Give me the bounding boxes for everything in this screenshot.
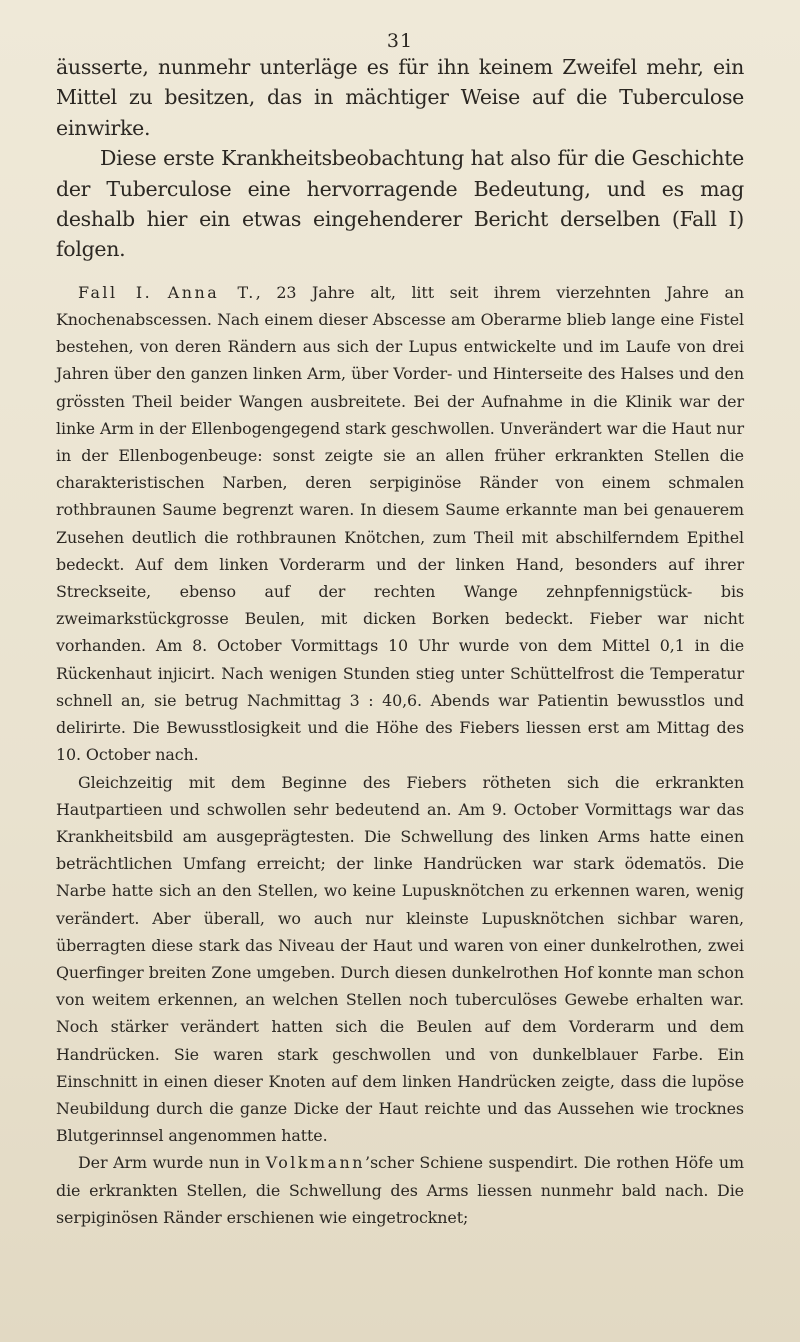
case-paragraph-3-start: Der Arm wurde nun in (78, 1153, 266, 1173)
author-name: Volkmann (265, 1153, 366, 1173)
case-label: Fall I. (78, 282, 153, 302)
intro-section (56, 52, 744, 265)
case-paragraph-2: Gleichzeitig mit dem Beginne des Fiebers rötheten sich die erkrankten Hautpartieen und schwollen sehr bedeutend an. Am 9. October Vormittags war das Krankheitsbild am ausgeprägtesten. Die Schwellung des linken Arms hatte einen beträchtlichen Umfang erreicht; der linke Handrücken war stark ödematös. Die Narbe hatte sich an den Stellen, wo keine Lupusknötchen zu erkennen waren, wenig verändert. Aber überall, wo auch nur kleinste Lupusknötchen sichbar waren, überragten diese stark das Niveau der Haut und waren von einer dunkelrothen, zwei Querfinger breiten Zone umgeben. Durch diesen dunkelrothen Hof konnte man schon von weitem erkennen, an welchen Stellen noch tuberculöses Gewebe erhalten war. Noch stärker verändert hatten sich die Beulen auf dem Vorderarm und dem Handrücken. Sie waren stark geschwollen und von dunkelblauer Farbe. Ein Einschnitt in einen dieser Knoten auf dem linken Handrücken zeigte, dass die lupöse Neubildung durch die ganze Dicke der Haut reichte und das Aussehen wie trocknes Blutgerinnsel angenommen hatte. (56, 772, 744, 1146)
case-paragraph-1 (56, 279, 744, 769)
patient-name: Anna T. (167, 282, 256, 302)
intro-paragraph-1: äusserte, nunmehr unterläge es für ihn keinem Zweifel mehr, ein Mittel zu besitzen, das in mächtiger Weise auf die Tuberculose einwirke. (56, 55, 744, 140)
case-paragraph-1-text: , 23 Jahre alt, litt seit ihrem vierzehnten Jahre an Knochenabscessen. Nach einem dieser Abscesse am Oberarme blieb lange eine Fistel bestehen, von deren Rändern aus sich der Lupus entwickelte und im Laufe von drei Jahren über den ganzen linken Arm, über Vorder- und Hinterseite des Halses und den grössten Theil beider Wangen ausbreitete. Bei der Aufnahme in die Klinik war der linke Arm in der Ellenbogengegend stark geschwollen. Unverändert war die Haut nur in der Ellenbogenbeuge: sonst zeigte sie an allen früher erkrankten Stellen die charakteristischen Narben, deren serpiginöse Ränder von einem schmalen rothbraunen Saume begrenzt waren. In diesem Saume erkannte man bei genauerem Zusehen deutlich die rothbraunen Knötchen, zum Theil mit abschilferndem Epithel bedeckt. Auf dem linken Vorderarm und der linken Hand, besonders auf ihrer Streckseite, ebenso auf der rechten Wange zehnpfennigstück- bis zweimarkstückgrosse Beulen, mit dicken Borken bedeckt. Fieber war nicht vorhanden. Am 8. October Vormittags 10 Uhr wurde von dem Mittel 0,1 in die Rückenhaut injicirt. Nach wenigen Stunden stieg unter Schüttelfrost die Temperatur schnell an, sie betrug Nachmittag 3 : 40,6. Abends war Patientin bewusstlos und delirirte. Die Bewusstlosigkeit und die Höhe des Fiebers liessen erst am Mittag des 10. October nach. (56, 282, 744, 765)
intro-paragraph-2: Diese erste Krankheitsbeobachtung hat also für die Geschichte der Tuberculose eine hervorragende Bedeutung, und es mag deshalb hier ein etwas eingehenderer Bericht derselben (Fall I) folgen. (56, 146, 744, 262)
case-report-section (56, 279, 744, 1231)
page-number: 31 (386, 30, 414, 52)
case-paragraph-3 (56, 1149, 744, 1231)
case-paragraph-3-text: ’scher Schiene suspendirt. Die rothen Höfe um die erkrankten Stellen, die Schwellung des Arms liessen nunmehr bald nach. Die serpiginösen Ränder erschienen wie eingetrocknet; (56, 1153, 744, 1227)
